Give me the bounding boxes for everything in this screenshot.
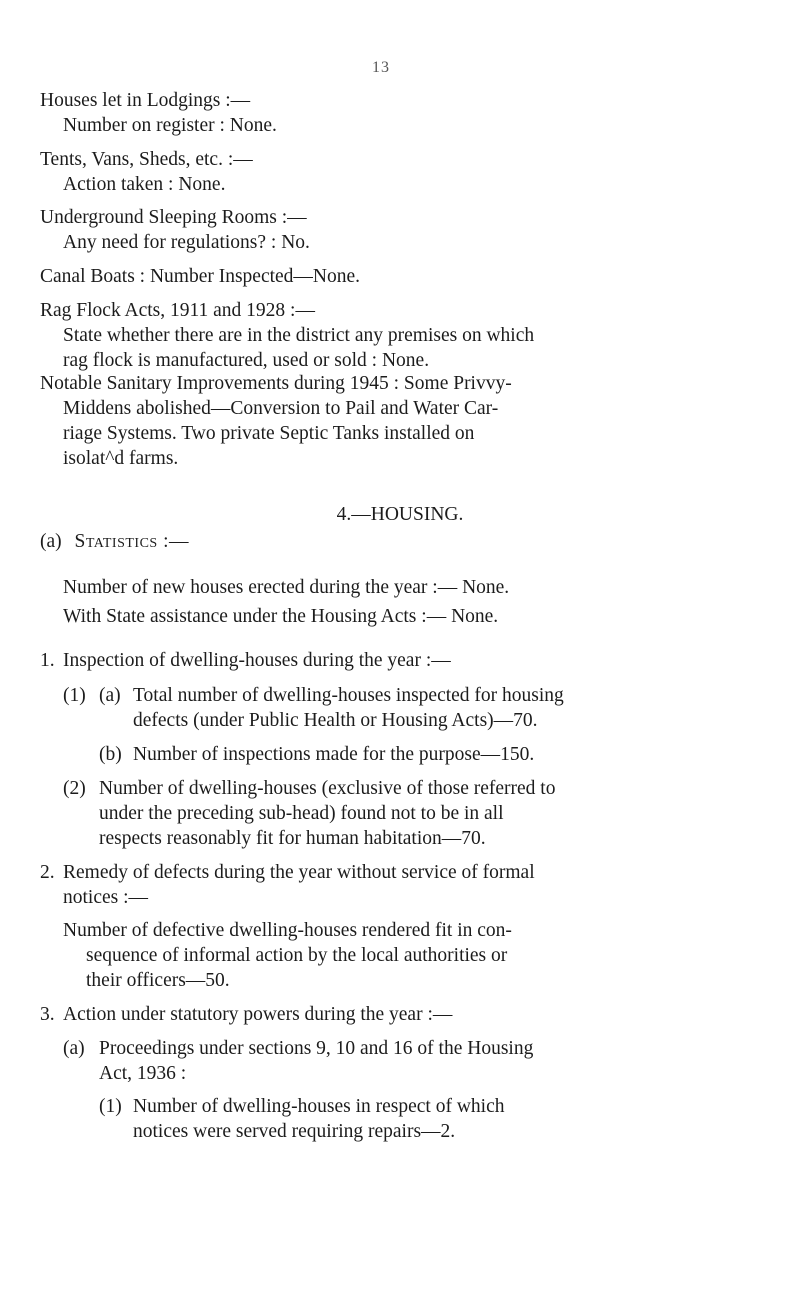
item-2-paragraph <box>63 918 512 993</box>
item-3-1-line-1: Number of dwelling-houses in respect of which <box>133 1096 505 1117</box>
item-3-1-line-2: notices were served requiring repairs—2. <box>133 1121 456 1142</box>
tents-heading: Tents, Vans, Sheds, etc. :— <box>40 149 253 170</box>
item-3-1-label: (1) <box>99 1096 122 1117</box>
rag-flock-heading: Rag Flock Acts, 1911 and 1928 :— <box>40 300 315 321</box>
item-1-sub2-line-3: respects reasonably fit for human habitation—70. <box>99 828 486 849</box>
item-1-sub2-label: (2) <box>63 778 86 799</box>
rag-flock-line-2: rag flock is manufactured, used or sold : None. <box>63 350 430 371</box>
item-1-sub2-line-2: under the preceding sub-head) found not to be in all <box>99 803 504 824</box>
statistics-heading <box>40 529 760 554</box>
item-1-sub1-label: (1) <box>63 685 86 706</box>
item-3-a-line-2: Act, 1936 : <box>99 1063 187 1084</box>
lodgings-heading: Houses let in Lodgings :— <box>40 90 251 111</box>
item-3-a-label: (a) <box>63 1038 85 1059</box>
tents-action: Action taken : None. <box>63 174 226 195</box>
item-2-line-2: notices :— <box>63 887 149 908</box>
item-3-a-line-1: Proceedings under sections 9, 10 and 16 of the Housing <box>99 1038 534 1059</box>
rag-flock-line-1: State whether there are in the district any premises on which <box>63 325 535 346</box>
item-1-sub1a-text <box>133 683 564 733</box>
item-2-number: 2. <box>40 862 55 883</box>
item-3-1-text <box>133 1094 505 1144</box>
housing-title: 4.—HOUSING. <box>336 504 464 525</box>
item-2-para-line-1: Number of defective dwelling-houses rendered fit in con- <box>63 920 512 941</box>
item-1-sub1a-line-1: Total number of dwelling-houses inspected for housing <box>133 685 564 706</box>
new-houses-line: Number of new houses erected during the year :— None. <box>63 577 510 598</box>
item-1-sub1b-text: Number of inspections made for the purpose—150. <box>133 744 535 765</box>
item-1-number: 1. <box>40 650 55 671</box>
item-1-sub1a-line-2: defects (under Public Health or Housing Acts)—70. <box>133 710 538 731</box>
item-2-para-line-3: their officers—50. <box>86 970 230 991</box>
page-number: 13 <box>372 59 390 76</box>
item-2-para-line-2: sequence of informal action by the local authorities or <box>86 945 508 966</box>
canal-section <box>40 264 760 289</box>
rag-flock-section <box>40 298 760 373</box>
underground-heading: Underground Sleeping Rooms :— <box>40 207 307 228</box>
state-assistance-line: With State assistance under the Housing Acts :— None. <box>63 606 499 627</box>
item-1-sub1a-label: (a) <box>99 685 121 706</box>
sanitary-line-3: riage Systems. Two private Septic Tanks installed on <box>63 423 475 444</box>
sanitary-section <box>40 371 760 471</box>
item-3-number: 3. <box>40 1004 55 1025</box>
statistics-label: (a) <box>40 531 62 552</box>
item-1-sub2-text <box>99 776 555 851</box>
item-1-sub1b-label: (b) <box>99 744 122 765</box>
item-2-heading <box>63 860 535 910</box>
lodgings-register: Number on register : None. <box>63 115 277 136</box>
item-3-heading: Action under statutory powers during the year :— <box>63 1004 453 1025</box>
item-1-heading: Inspection of dwelling-houses during the year :— <box>63 650 451 671</box>
sanitary-line-2: Middens abolished—Conversion to Pail and Water Car- <box>63 398 499 419</box>
underground-regulations: Any need for regulations? : No. <box>63 232 310 253</box>
underground-section <box>40 205 760 255</box>
item-3-a-text <box>99 1036 533 1086</box>
item-2-line-1: Remedy of defects during the year without service of formal <box>63 862 535 883</box>
statistics-body <box>63 575 763 629</box>
sanitary-line-1: Notable Sanitary Improvements during 1945 : Some Privvy- <box>40 373 512 394</box>
tents-section <box>40 147 760 197</box>
lodgings-section <box>40 88 760 138</box>
canal-boats: Canal Boats : Number Inspected—None. <box>40 266 361 287</box>
sanitary-line-4: isolat^d farms. <box>63 448 179 469</box>
statistics-title: Statistics :— <box>74 531 189 552</box>
item-1-sub2-line-1: Number of dwelling-houses (exclusive of those referred to <box>99 778 556 799</box>
